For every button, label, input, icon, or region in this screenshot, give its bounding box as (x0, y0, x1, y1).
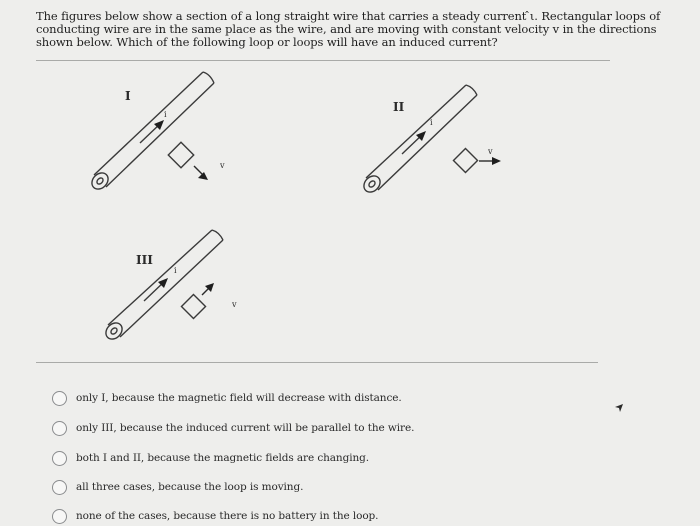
question-line: The figures below show a section of a long straight wire that carries a steady current ̂ι. Rectangular loops of (36, 9, 661, 23)
figure-label-1: I (125, 89, 131, 103)
loop-square (168, 142, 193, 167)
options-divider (36, 362, 598, 363)
answer-option-2[interactable] (52, 418, 414, 438)
velocity-label: v (220, 161, 225, 170)
wire-end-cap (361, 173, 384, 196)
velocity-arrow (202, 288, 209, 295)
figure-2-diagram (362, 82, 512, 197)
velocity-arrowhead (492, 157, 501, 165)
radio-button[interactable] (52, 391, 67, 406)
answer-option-5[interactable] (52, 506, 378, 526)
radio-button[interactable] (52, 421, 67, 436)
radio-button[interactable] (52, 451, 67, 466)
wire-edge (378, 95, 477, 190)
velocity-arrowhead (198, 172, 208, 180)
wire-edge (106, 83, 214, 187)
figure-label-3: III (136, 253, 153, 267)
current-label: i (164, 110, 167, 119)
radio-button[interactable] (52, 480, 67, 495)
wire-top-end (212, 230, 223, 240)
top-divider (36, 60, 610, 61)
option-label: both I and II, because the magnetic fields are changing. (76, 452, 369, 464)
figure-1-diagram (90, 68, 240, 193)
wire-top-end (466, 85, 477, 95)
option-label: only III, because the induced current will be parallel to the wire. (76, 422, 415, 434)
velocity-label: v (488, 147, 493, 156)
answer-option-1[interactable] (52, 388, 402, 408)
current-label: i (430, 118, 433, 127)
wire-edge (94, 72, 203, 175)
answer-option-4[interactable] (52, 477, 303, 497)
current-label: i (174, 266, 177, 275)
question-text (36, 9, 661, 49)
wire-end-cap (89, 170, 112, 193)
wire-end-cap (103, 320, 126, 343)
option-label: all three cases, because the loop is moving. (76, 481, 304, 493)
figure-3-diagram (104, 227, 254, 347)
option-label: none of the cases, because there is no battery in the loop. (76, 510, 379, 522)
radio-button[interactable] (52, 509, 67, 524)
wire-edge (366, 85, 466, 178)
question-line: shown below. Which of the following loop or loops will have an induced current? (36, 35, 498, 49)
wire-top-end (203, 72, 214, 83)
question-line: conducting wire are in the same place as the wire, and are moving with constant velocity v in the directions (36, 22, 657, 36)
loop-square (181, 294, 205, 318)
wire-edge (108, 230, 212, 325)
loop-square (453, 148, 477, 172)
option-label: only I, because the magnetic field will decrease with distance. (76, 392, 402, 404)
answer-option-3[interactable] (52, 448, 369, 468)
velocity-label: v (232, 300, 237, 309)
figure-label-2: II (393, 100, 405, 114)
cursor-arrow-icon (614, 403, 624, 413)
